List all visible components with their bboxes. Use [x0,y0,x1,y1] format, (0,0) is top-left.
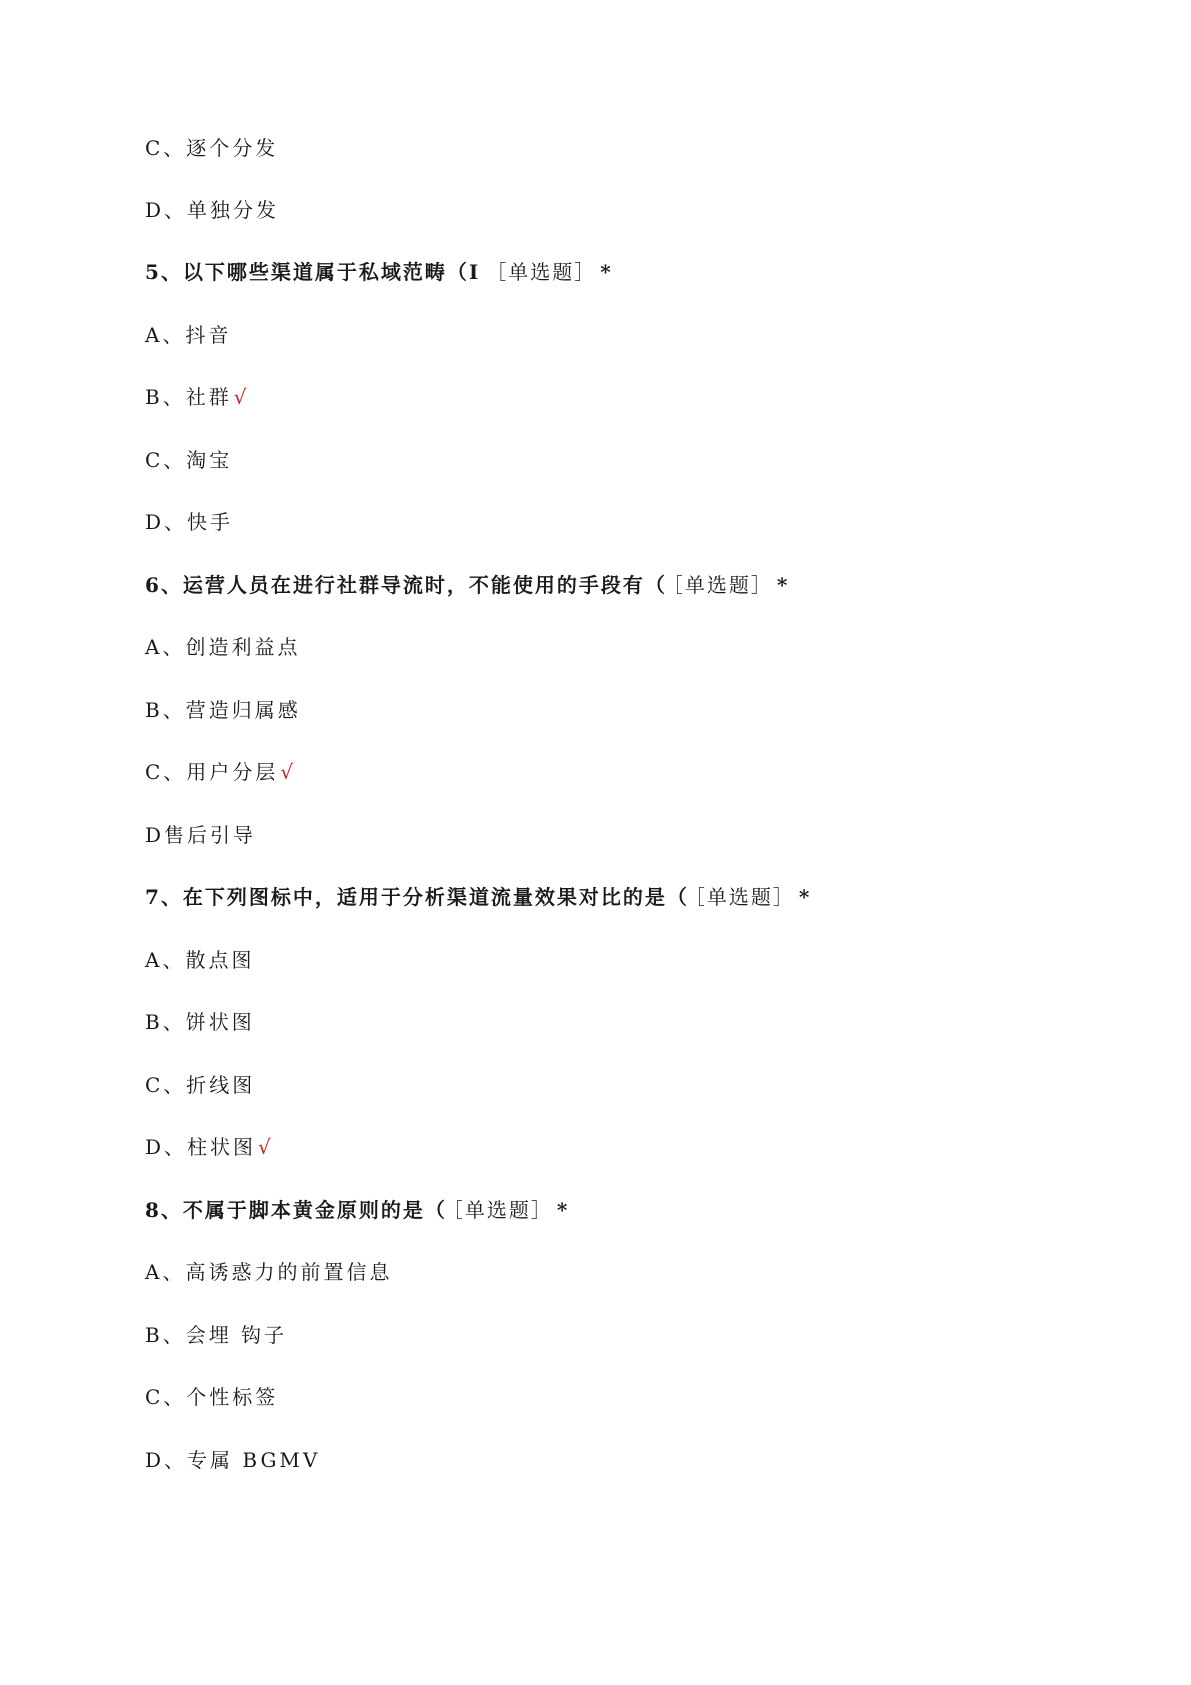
option-5a [145,321,231,349]
option-text: C、逐个分发 [145,136,279,160]
option-text: A、散点图 [145,948,255,972]
question-text: 8、不属于脚本黄金原则的是（ [145,1198,447,1222]
option-5d [145,508,233,536]
option-6c [145,758,293,786]
option-6b [145,696,301,724]
option-8b [145,1321,287,1349]
option-text: D、快手 [145,510,234,534]
option-5b [145,383,246,411]
option-text: D售后引导 [145,823,257,847]
question-type-label: ［单选题］ [672,573,773,597]
option-text: D、柱状图 [145,1135,257,1159]
option-7a [145,946,254,974]
correct-check-icon: √ [258,1135,271,1159]
option-8d [145,1446,320,1474]
question-text: 6、运营人员在进行社群导流时，不能使用的手段有（ [145,573,667,597]
option-text: A、创造利益点 [145,635,301,659]
question-6 [145,571,789,599]
option-7b [145,1008,255,1036]
option-7c [145,1071,255,1099]
option-text: C、用户分层 [145,760,279,784]
option-6a [145,633,300,661]
option-text: A、抖音 [145,323,232,347]
option-4d [145,196,279,224]
required-marker: * [776,573,790,597]
required-marker: * [556,1198,570,1222]
option-text: C、折线图 [145,1073,256,1097]
question-8 [145,1196,569,1224]
option-text: D、单独分发 [145,198,280,222]
required-marker: * [600,260,613,284]
option-text: C、淘宝 [145,448,233,472]
question-type-label: ［单选题］ [694,885,795,909]
question-7 [145,883,811,911]
option-6d [145,821,256,849]
required-marker: * [798,885,812,909]
question-5 [145,258,613,286]
option-text: B、营造归属感 [145,698,301,722]
option-4c [145,134,278,162]
question-text: 7、在下列图标中，适用于分析渠道流量效果对比的是（ [145,885,689,909]
correct-check-icon: √ [233,385,247,409]
option-text: D、专属 BGMV [145,1448,321,1472]
option-text: B、饼状图 [145,1010,255,1034]
correct-check-icon: √ [280,760,294,784]
option-text: B、会埋 钩子 [145,1323,288,1347]
option-5c [145,446,232,474]
option-8c [145,1383,278,1411]
question-type-label: ［单选题］ [452,1198,553,1222]
option-text: C、个性标签 [145,1385,279,1409]
option-text: A、高诱惑力的前置信息 [145,1260,393,1284]
option-8a [145,1258,392,1286]
question-type-label: ［单选题］ [486,260,597,284]
option-7d [145,1133,271,1161]
question-text: 5、以下哪些渠道属于私域范畴（I [145,260,481,284]
option-text: B、社群 [145,385,232,409]
